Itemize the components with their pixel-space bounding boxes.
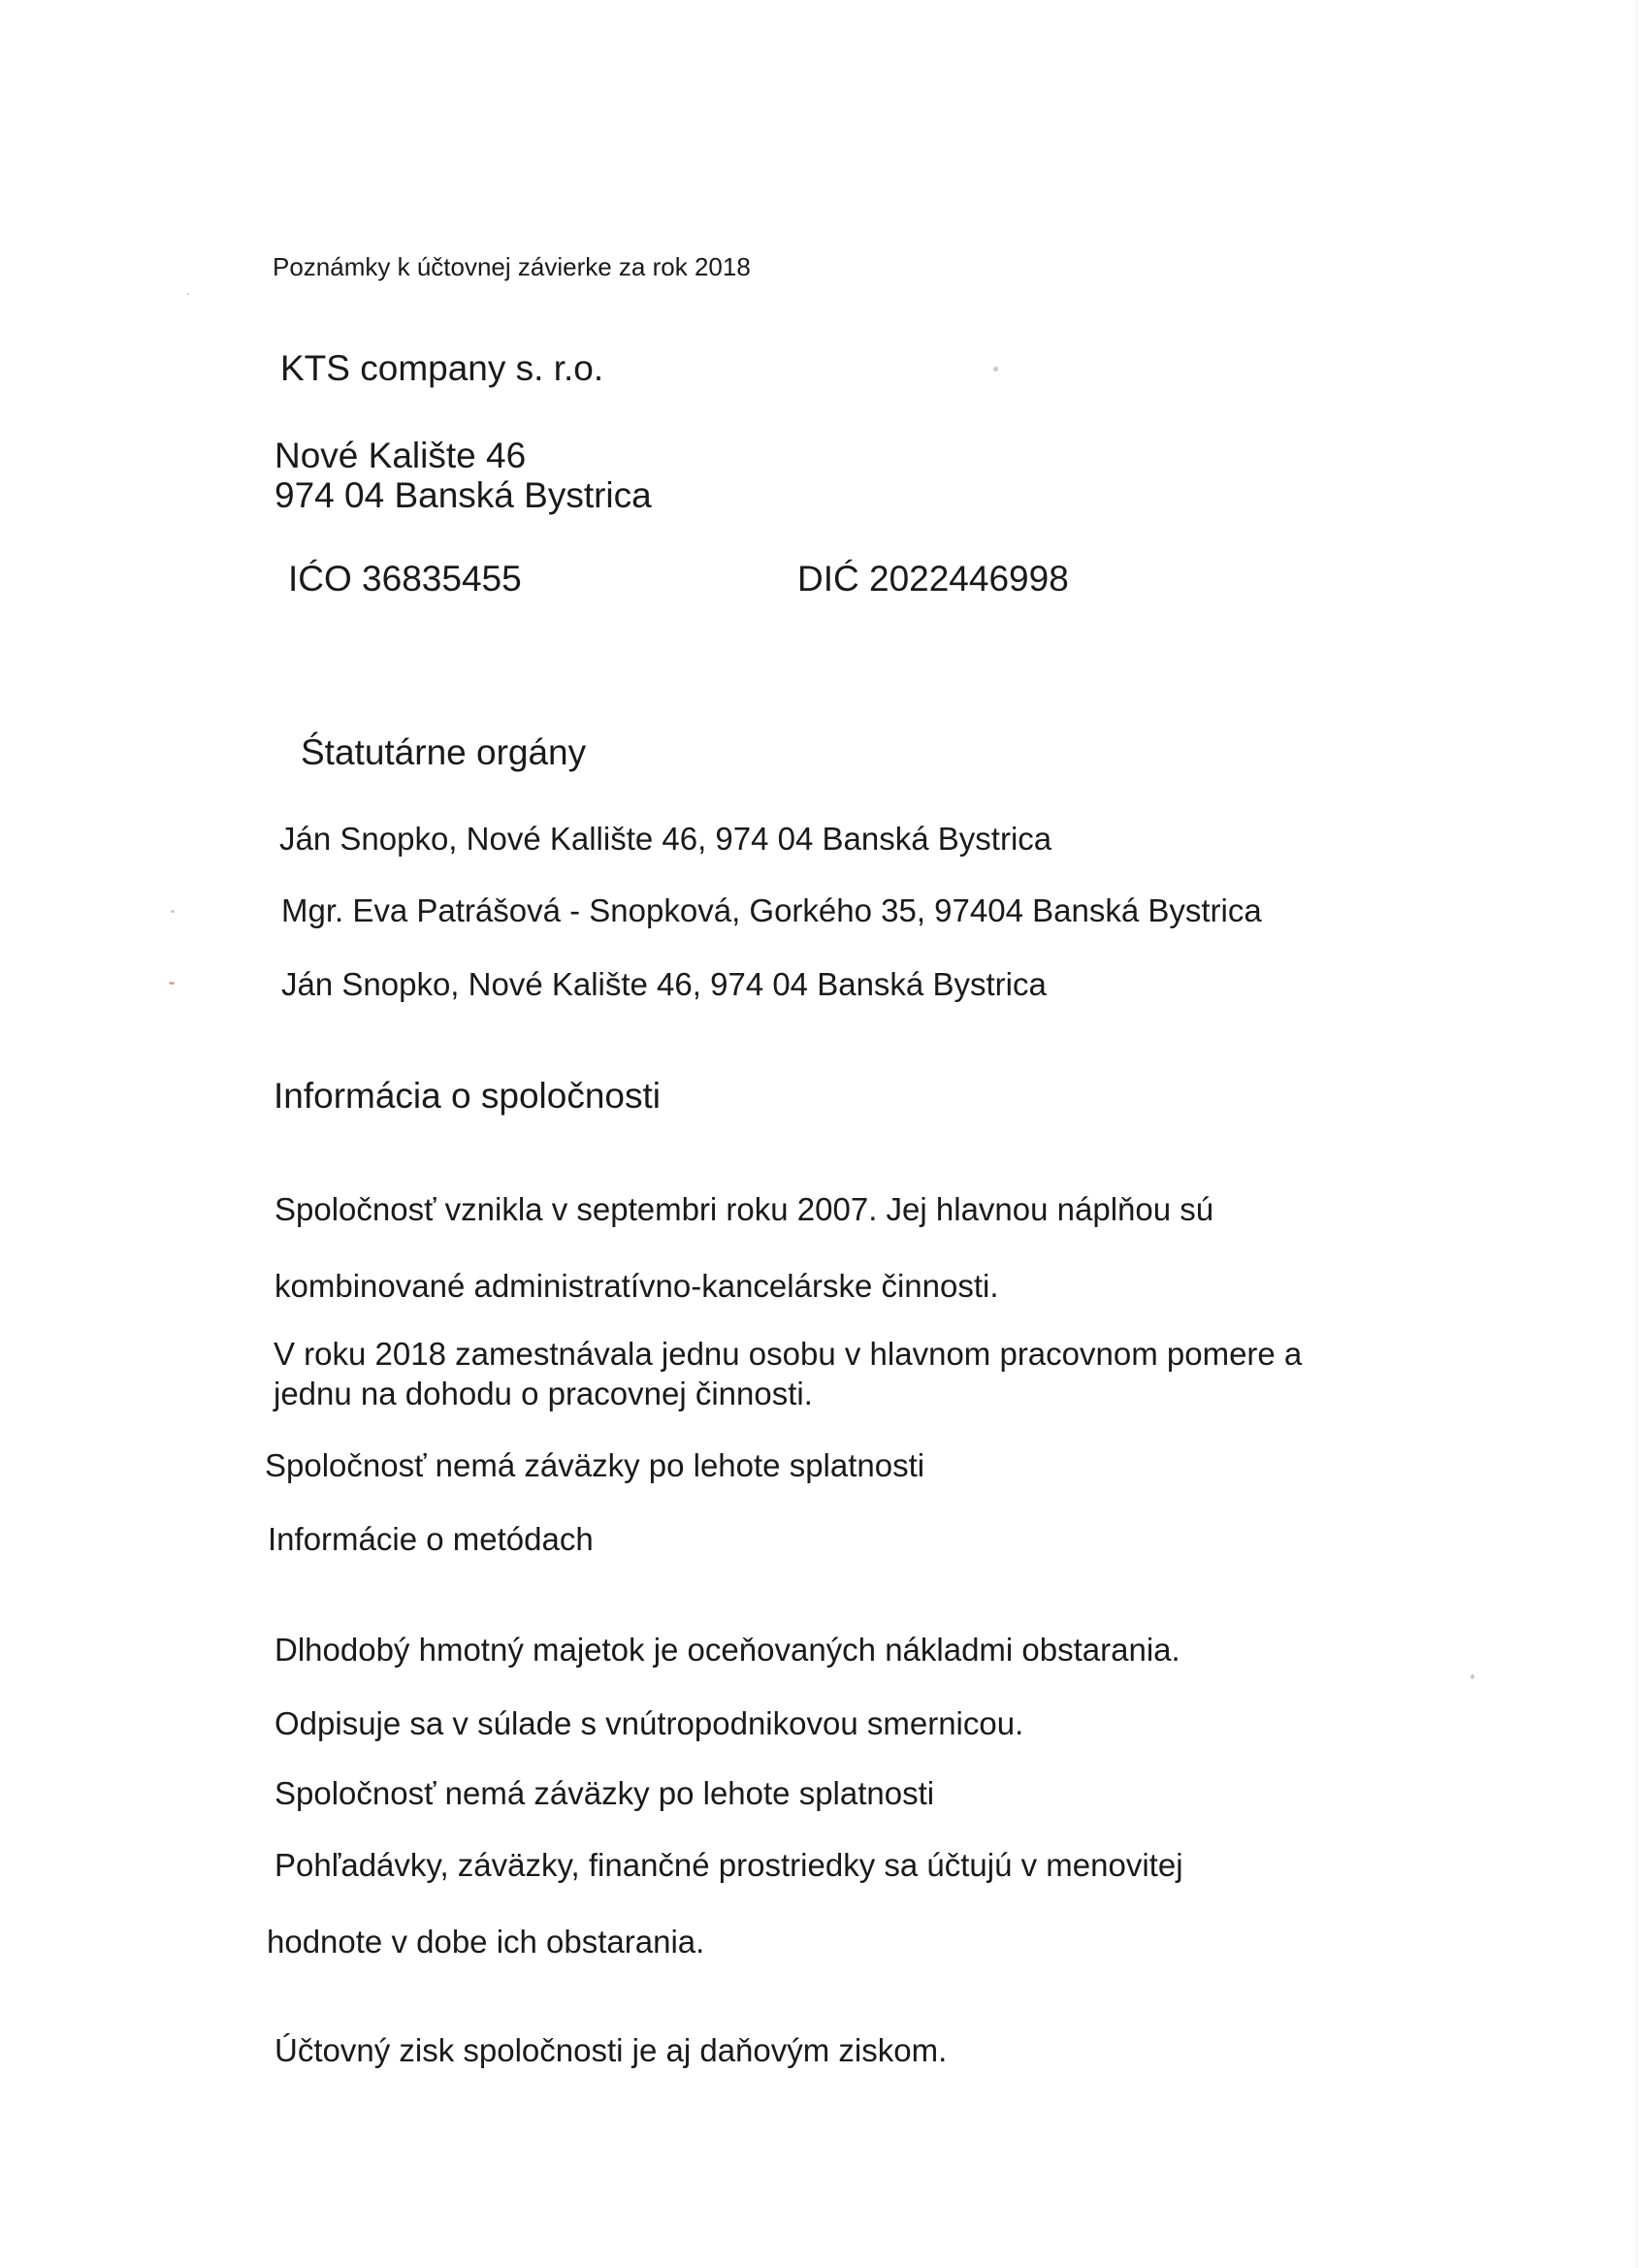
scan-edge xyxy=(1636,0,1637,2268)
scan-speck xyxy=(187,293,189,295)
body-paragraph: hodnote v dobe ich obstarania. xyxy=(267,1924,705,1960)
body-paragraph: Spoločnosť nemá záväzky po lehote splatnosti xyxy=(275,1775,935,1811)
body-paragraph: Dlhodobý hmotný majetok je oceňovaných nákladmi obstarania. xyxy=(275,1632,1180,1668)
company-info-heading: Informácia o spoločnosti xyxy=(274,1076,661,1116)
company-name: KTS company s. r.o. xyxy=(280,348,604,388)
statutory-member: Ján Snopko, Nové Kalište 46, 974 04 Banská Bystrica xyxy=(281,966,1047,1002)
dic-number: DIĆ 2022446998 xyxy=(797,559,1069,599)
scan-speck xyxy=(171,910,175,913)
address-line-2: 974 04 Banská Bystrica xyxy=(275,475,652,515)
statutory-member: Mgr. Eva Patrášová - Snopková, Gorkého 35, 97404 Banská Bystrica xyxy=(281,892,1262,928)
body-paragraph: Pohľadávky, záväzky, finančné prostriedky sa účtujú v menovitej xyxy=(275,1847,1183,1883)
body-paragraph: kombinované administratívno-kancelárske činnosti. xyxy=(275,1268,999,1304)
body-paragraph: jednu na dohodu o pracovnej činnosti. xyxy=(274,1376,813,1411)
ico-number: IĆO 36835455 xyxy=(288,559,522,599)
statutory-member: Ján Snopko, Nové Kallište 46, 974 04 Banská Bystrica xyxy=(279,821,1052,857)
statutory-heading: Śtatutárne orgány xyxy=(301,732,587,772)
body-paragraph: Odpisuje sa v súlade s vnútropodnikovou smernicou. xyxy=(275,1705,1024,1741)
body-paragraph: Spoločnosť vznikla v septembri roku 2007. Jej hlavnou náplňou sú xyxy=(275,1191,1214,1227)
scan-speck xyxy=(1471,1674,1474,1679)
scan-speck xyxy=(169,982,175,985)
body-paragraph: Účtovný zisk spoločnosti je aj daňovým ziskom. xyxy=(275,2032,948,2068)
document-header: Poznámky k účtovnej závierke za rok 2018 xyxy=(273,252,751,281)
body-paragraph: Informácie o metódach xyxy=(268,1521,594,1557)
address-line-1: Nové Kalište 46 xyxy=(275,436,527,475)
scan-speck xyxy=(993,367,998,372)
body-paragraph: V roku 2018 zamestnávala jednu osobu v hlavnom pracovnom pomere a xyxy=(274,1336,1303,1372)
body-paragraph: Spoločnosť nemá záväzky po lehote splatnosti xyxy=(265,1447,925,1483)
